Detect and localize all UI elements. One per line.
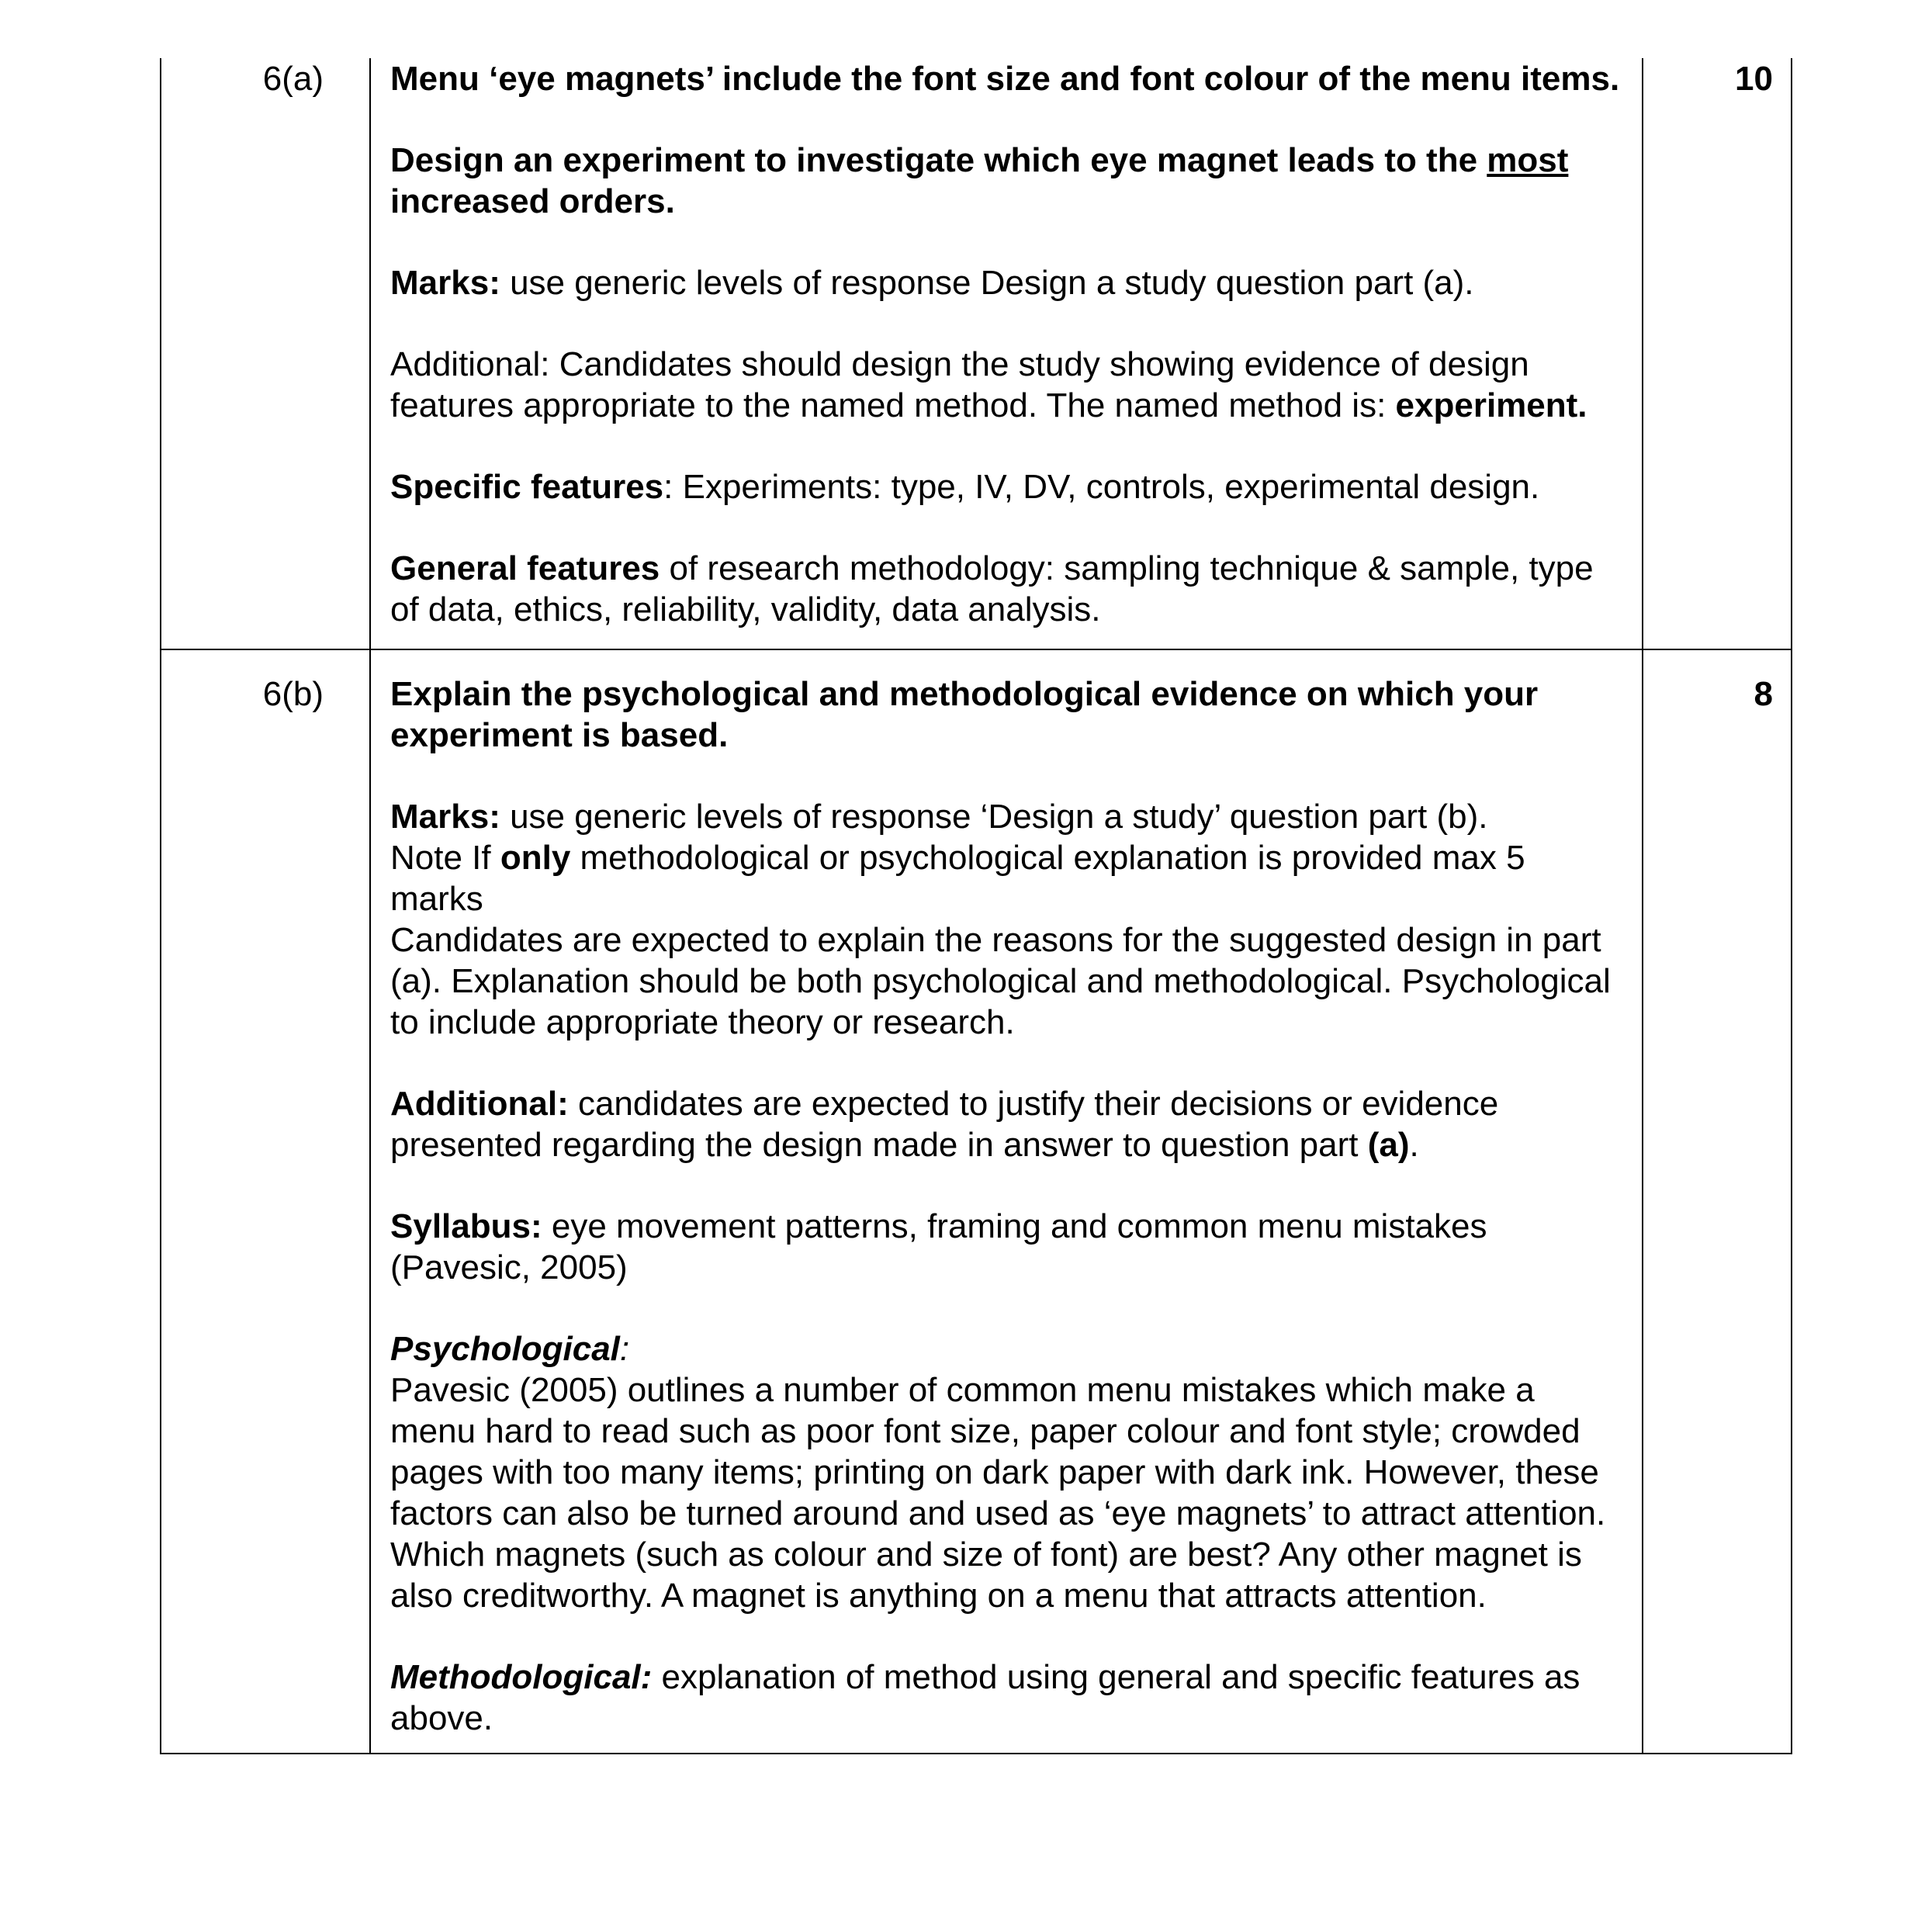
additional-guidance: Additional: candidates are expected to justify their decisions or evidence presented regarding the design made in answer to question part (a). bbox=[390, 1085, 1499, 1164]
question-number-cell bbox=[161, 649, 370, 1754]
additional-guidance: Additional: Candidates should design the study showing evidence of design features appropriate to the named method. The named method is: experiment. bbox=[390, 345, 1587, 424]
marks-label: Marks: bbox=[390, 798, 500, 836]
syllabus-text: Syllabus: eye movement patterns, framing and common menu mistakes (Pavesic, 2005) bbox=[390, 1207, 1487, 1286]
question-prompt: Explain the psychological and methodological evidence on which your experiment is based. bbox=[390, 675, 1539, 754]
note-text: Note If only methodological or psychological explanation is provided max 5 marks bbox=[390, 839, 1525, 918]
question-prompt: Menu ‘eye magnets’ include the font size and font colour of the menu items. bbox=[390, 60, 1620, 98]
table-row-6a bbox=[161, 58, 1792, 649]
syllabus-label: Syllabus: bbox=[390, 1207, 542, 1245]
specific-features: Specific features: Experiments: type, IV, DV, controls, experimental design. bbox=[390, 468, 1540, 506]
answer-content-cell bbox=[370, 649, 1643, 1754]
marks-guidance: Marks: use generic levels of response Design a study question part (a). bbox=[390, 264, 1474, 302]
specific-features-label: Specific features bbox=[390, 468, 664, 506]
candidates-text: Candidates are expected to explain the reasons for the suggested design in part (a). Explanation should be both psychological and methodological. Psychological to include appropriate theory or research. bbox=[390, 921, 1611, 1041]
answer-content-cell bbox=[370, 58, 1643, 649]
mark-scheme-table bbox=[160, 58, 1792, 1754]
psychological-text: Pavesic (2005) outlines a number of common menu mistakes which make a menu hard to read such as poor font size, paper colour and font style; crowded pages with too many items; printing on dark paper with dark ink. However, these factors can also be turned around and used as ‘eye magnets’ to attract attention. Which magnets (such as colour and size of font) are best? Any other magnet is also creditworthy. A magnet is anything on a menu that attracts attention. bbox=[390, 1371, 1606, 1615]
psychological-heading: Psychological: bbox=[390, 1330, 630, 1368]
methodological-label: Methodological bbox=[390, 1658, 641, 1696]
marks-label: Marks: bbox=[390, 264, 500, 302]
marks-cell bbox=[1643, 649, 1792, 1754]
general-features: General features of research methodology: sampling technique & sample, type of data, ethics, reliability, validity, data analysis. bbox=[390, 549, 1594, 628]
underlined-word: most bbox=[1487, 141, 1569, 179]
question-number: 6(a) bbox=[262, 60, 324, 98]
marks-value: 8 bbox=[1754, 675, 1773, 713]
methodological-text: Methodological: explanation of method using general and specific features as above. bbox=[390, 1658, 1581, 1737]
table-row-6b bbox=[161, 649, 1792, 1754]
marks-cell bbox=[1643, 58, 1792, 649]
general-features-label: General features bbox=[390, 549, 660, 587]
question-number-cell bbox=[161, 58, 370, 649]
question-task: Design an experiment to investigate which eye magnet leads to the most increased orders. bbox=[390, 141, 1569, 220]
question-number: 6(b) bbox=[262, 675, 324, 713]
marks-guidance: Marks: use generic levels of response ‘Design a study’ question part (b). bbox=[390, 798, 1488, 836]
marks-value: 10 bbox=[1735, 60, 1773, 98]
additional-label: Additional: bbox=[390, 1085, 569, 1123]
